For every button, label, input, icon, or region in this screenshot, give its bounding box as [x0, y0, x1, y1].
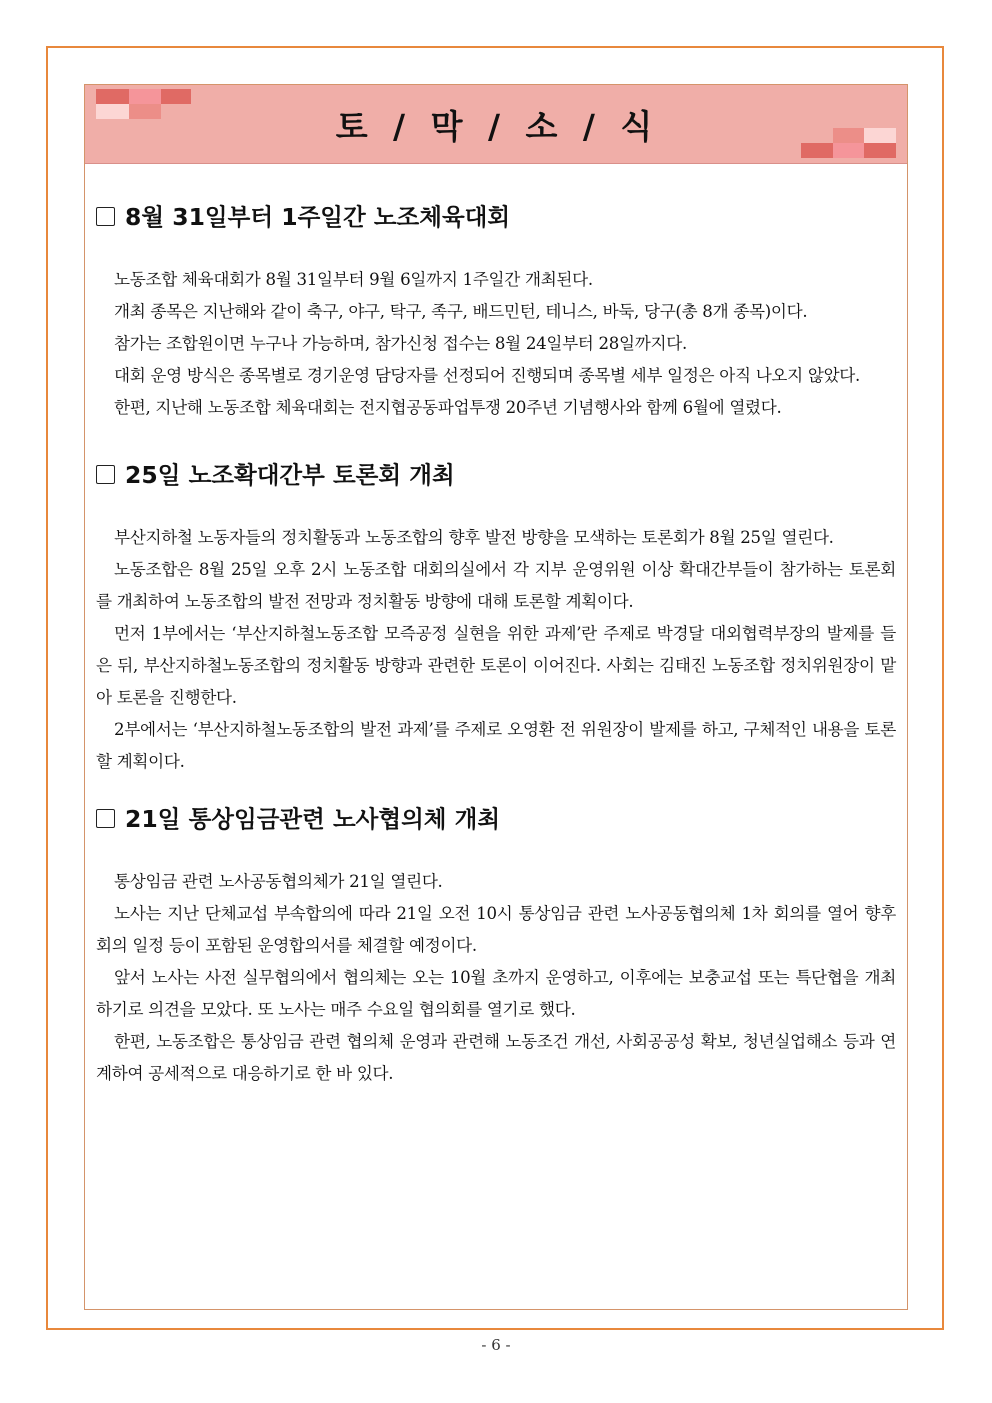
paragraph: 노사는 지난 단체교섭 부속합의에 따라 21일 오전 10시 통상임금 관련 노사공동협의체 1차 회의를 열어 향후 회의 일정 등이 포함된 운영합의서를 체결할 예정이다. — [96, 904, 896, 955]
paragraph: 노동조합은 8월 25일 오후 2시 노동조합 대회의실에서 각 지부 운영위원 이상 확대간부들이 참가하는 토론회를 개최하여 노동조합의 발전 전망과 정치활동 방향에 대해 토론할 계획이다. — [96, 560, 896, 611]
paragraph: 부산지하철 노동자들의 정치활동과 노동조합의 향후 발전 방향을 모색하는 토론회가 8월 25일 열린다. — [114, 528, 834, 547]
section-heading: 25일 노조확대간부 토론회 개최 — [96, 458, 896, 492]
title-banner — [85, 85, 907, 164]
section-sports-event — [96, 200, 896, 424]
deco-square — [801, 143, 833, 158]
paragraph-group — [96, 522, 896, 778]
paragraph: 2부에서는 ‘부산지하철노동조합의 발전 과제’를 주제로 오영환 전 위원장이 발제를 하고, 구체적인 내용을 토론할 계획이다. — [96, 720, 896, 771]
paragraph: 대회 운영 방식은 종목별로 경기운영 담당자를 선정되어 진행되며 종목별 세부 일정은 아직 나오지 않았다. — [114, 366, 861, 385]
section-heading: 21일 통상임금관련 노사협의체 개최 — [96, 802, 896, 836]
deco-square — [833, 128, 864, 143]
paragraph: 먼저 1부에서는 ‘부산지하철노동조합 모즉공정 실현을 위한 과제’란 주제로 박경달 대외협력부장의 발제를 들은 뒤, 부산지하철노동조합의 정치활동 방향과 관련한 토론이 이어진다. 사회는 김태진 노동조합 정치위원장이 맡아 토론을 진행한다. — [96, 624, 896, 707]
paragraph-group — [96, 264, 896, 424]
banner-title: 토 / 막 / 소 / 식 — [335, 107, 657, 146]
paragraph-group — [96, 866, 896, 1090]
paragraph: 통상임금 관련 노사공동협의체가 21일 열린다. — [114, 872, 443, 891]
page-number: - 6 - — [481, 1336, 511, 1354]
section-debate — [96, 458, 896, 778]
paragraph: 한편, 노동조합은 통상임금 관련 협의체 운영과 관련해 노동조건 개선, 사회공공성 확보, 청년실업해소 등과 연계하여 공세적으로 대응하기로 한 바 있다. — [96, 1032, 896, 1083]
checkbox-square-icon — [96, 207, 115, 226]
section-heading: 8월 31일부터 1주일간 노조체육대회 — [96, 200, 896, 234]
section-wage-council — [96, 802, 896, 1090]
checkbox-square-icon — [96, 465, 115, 484]
paragraph: 개최 종목은 지난해와 같이 축구, 야구, 탁구, 족구, 배드민턴, 테니스, 바둑, 당구(총 8개 종목)이다. — [114, 302, 808, 321]
deco-square — [833, 143, 864, 158]
paragraph: 참가는 조합원이면 누구나 가능하며, 참가신청 접수는 8월 24일부터 28일까지다. — [114, 334, 687, 353]
checkbox-square-icon — [96, 809, 115, 828]
deco-square — [864, 128, 896, 143]
article-content — [96, 200, 896, 1090]
paragraph: 한편, 지난해 노동조합 체육대회는 전지협공동파업투쟁 20주년 기념행사와 함께 6월에 열렸다. — [114, 398, 782, 417]
deco-square — [864, 143, 896, 158]
paragraph: 앞서 노사는 사전 실무협의에서 협의체는 오는 10월 초까지 운영하고, 이후에는 보충교섭 또는 특단협을 개최하기로 의견을 모았다. 또 노사는 매주 수요일 협의회를 열기로 했다. — [96, 968, 896, 1019]
paragraph: 노동조합 체육대회가 8월 31일부터 9월 6일까지 1주일간 개최된다. — [114, 270, 593, 289]
